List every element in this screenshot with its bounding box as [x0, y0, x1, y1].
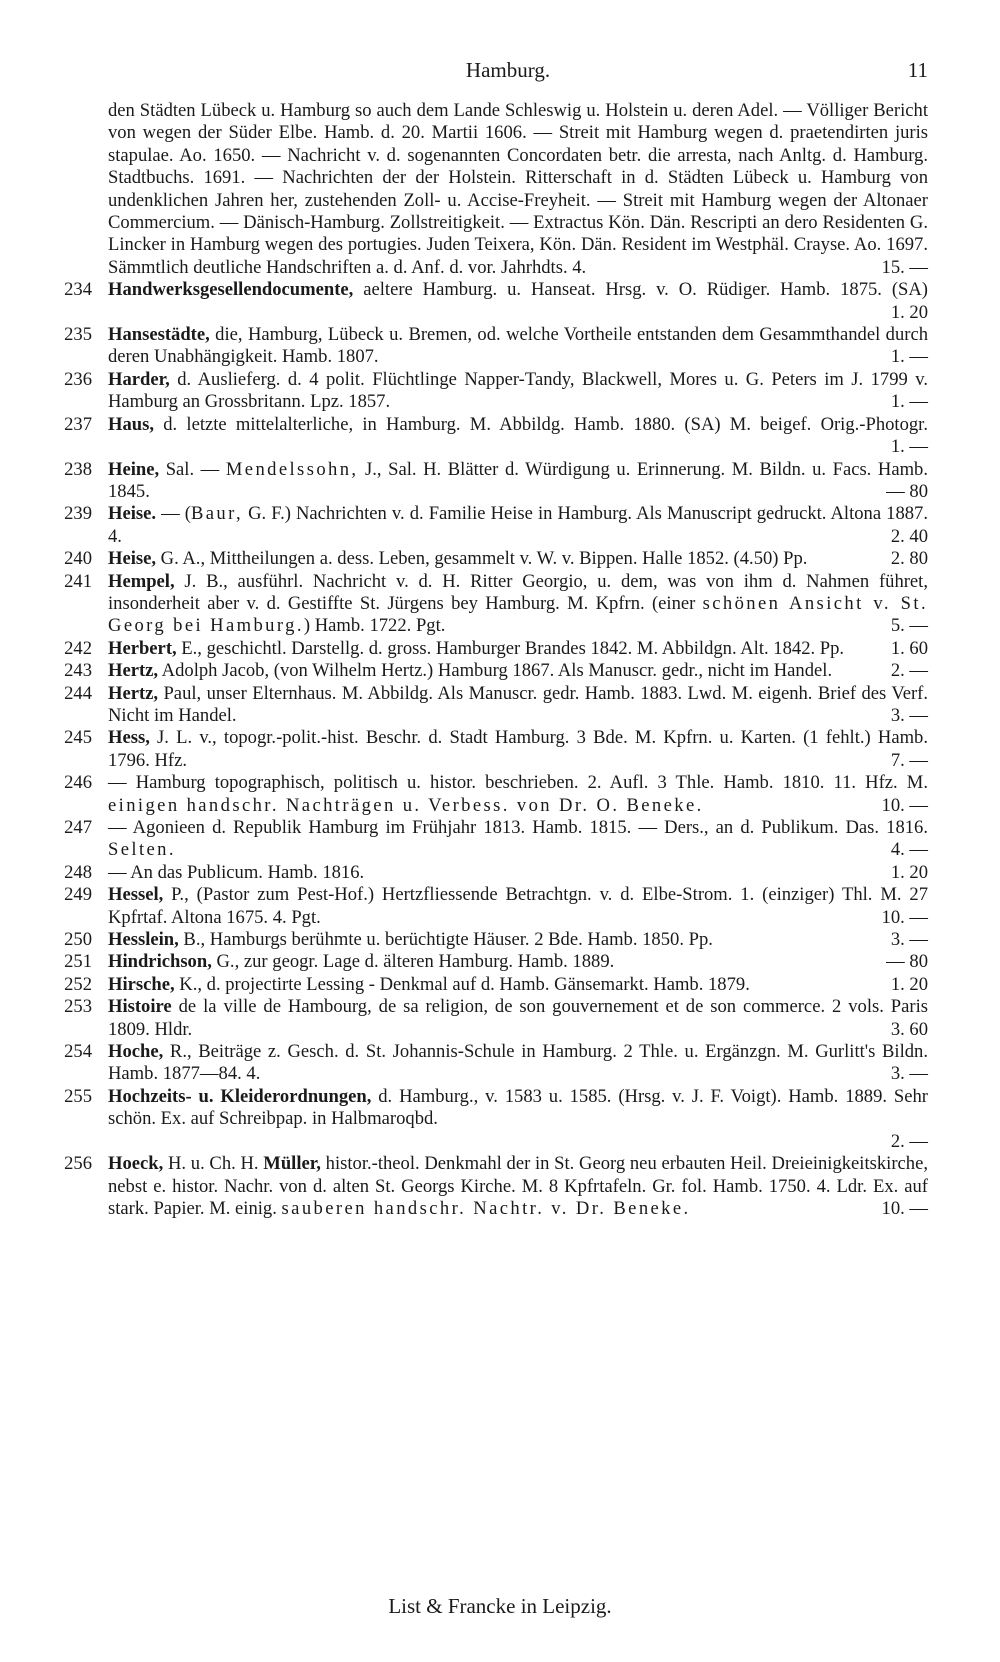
- entry-price: 1. 20: [883, 974, 928, 996]
- catalogue-entry: [40, 548, 928, 570]
- entry-text: G. A., Mittheilungen a. dess. Leben, gesammelt v. W. v. Bippen. Halle 1852. (4.50) Pp.: [156, 548, 808, 570]
- catalogue-entry: [40, 638, 928, 660]
- catalogue-entry: [40, 817, 928, 862]
- entry-price: — 80: [878, 951, 928, 973]
- entry-number: 243: [64, 660, 92, 682]
- entry-keyword: Histoire: [108, 996, 172, 1018]
- entry-text: E., geschichtl. Darstellg. d. gross. Hamburger Brandes 1842. M. Abbildgn. Alt. 1842. Pp.: [176, 637, 845, 659]
- entry-text: — An das Publicum. Hamb. 1816.: [108, 861, 365, 883]
- entry-text: — Agonieen d. Republik Hamburg im Frühjahr 1813. Hamb. 1815. — Ders., an d. Publikum. Das. 1816.: [108, 817, 928, 838]
- entry-keyword: Hess,: [108, 727, 150, 749]
- entry-keyword: Herbert,: [108, 637, 177, 659]
- entry-keyword: Handwerksgesellendocumente,: [108, 279, 354, 301]
- entry-text: die, Hamburg, Lübeck u. Bremen, od. welche Vortheile entstanden dem Gesammthandel durch deren Unabhängigkeit. Hamb. 1807.: [108, 324, 928, 368]
- intro-continuation: [40, 100, 928, 279]
- entry-text: P., (Pastor zum Pest-Hof.) Hertzfliessende Betrachtgn. v. d. Elbe-Strom. 1. (einziger) Thl. M. 27 Kpfrtaf. Altona 1675. 4. Pgt.: [108, 884, 928, 928]
- entry-text: — (: [156, 503, 191, 525]
- entry-price: 2. —: [883, 660, 928, 682]
- publisher-footer: List & Francke in Leipzig.: [388, 1594, 612, 1618]
- catalogue-entry: [40, 1041, 928, 1086]
- entry-price: 2. 40: [883, 526, 928, 548]
- entry-number: 249: [64, 884, 92, 906]
- entry-number: 251: [64, 951, 92, 973]
- entry-price: 4. —: [883, 839, 928, 861]
- entry-price: 1. 60: [883, 638, 928, 660]
- entry-text: J. B., ausführl. Nachricht v. d. H. Ritter Georgio, u. dem, was von ihm d. Nahmen führet, insonderheit aber v. d. Gestiffte St. Jürgens bey Hamburg. M. Kpfrn. (einer: [108, 570, 928, 614]
- entry-number: 240: [64, 548, 92, 570]
- entry-number: 236: [64, 368, 92, 390]
- catalogue-entry: [40, 324, 928, 369]
- catalogue-entry: [40, 369, 928, 414]
- entry-number: 247: [64, 817, 92, 838]
- intro-text: den Städten Lübeck u. Hamburg so auch dem Lande Schleswig u. Holstein u. deren Adel. — Völliger Bericht von wegen der Süder Elbe. Hamb. d. 20. Martii 1606. — Streit mit Hamburg wegen d. praetendirten juris stapulae. Ao. 1650. — Nachricht v. d. sogenannten Concordaten betr. die arresta, nach Anltg. d. Hamburg. Stadtbuchs. 1691. — Nachrichten der der Holstein. Ritterschaft in d. Städten Lübeck u. Hamburg von undenklichen Jahren her, zustehenden Zoll- u. Accise-Freyheit. — Streit mit Hamburg wegen der Altonaer Commercium. — Dänisch-Hamburg. Zollstreitigkeit. — Extractus Kön. Dän. Rescripti an dero Residenten G. Lincker in Hamburg wegen des portugies. Juden Teixera, Kön. Dän. Resident im Westphäl. Crayse. Ao. 1697. Sämmtlich deutliche Handschriften a. d. Anf. d. vor. Jahrhdts. 4.: [108, 100, 928, 278]
- entry-text: R., Beiträge z. Gesch. d. St. Johannis-Schule in Hamburg. 2 Thle. u. Ergänzgn. M. Gurlitt's Bildn. Hamb. 1877—84. 4.: [108, 1041, 928, 1085]
- entry-price: 10. —: [874, 795, 928, 817]
- catalogue-entry: [40, 951, 928, 973]
- entry-keyword: Hesslein,: [108, 929, 179, 951]
- entry-number: 242: [64, 637, 92, 659]
- catalogue-entry: [40, 996, 928, 1041]
- catalogue-entry: [40, 1153, 928, 1220]
- entry-number: 254: [64, 1041, 92, 1063]
- entry-spaced-text: Baur,: [190, 503, 244, 525]
- entry-keyword: Hempel,: [108, 570, 175, 592]
- entry-text-tail: G. F.) Nachrichten v. d. Familie Heise in Hamburg. Als Manuscript gedruckt. Altona 1887. 4.: [108, 503, 928, 547]
- catalogue-entry: [40, 279, 928, 324]
- entry-text-tail: ) Hamb. 1722. Pgt.: [303, 615, 446, 637]
- entry-keyword: Hoche,: [108, 1041, 164, 1063]
- entry-price: — 80: [878, 481, 928, 503]
- entry-price: 1. —: [883, 436, 928, 458]
- entry-number: 234: [64, 279, 92, 301]
- entry-keyword: Heise,: [108, 548, 157, 570]
- intro-price: 15. —: [874, 257, 928, 279]
- entry-spaced-text: Selten.: [108, 839, 176, 861]
- page-number: 11: [907, 58, 928, 82]
- entry-keyword: Hirsche,: [108, 973, 175, 995]
- entry-keyword: Harder,: [108, 368, 170, 390]
- page-header: [88, 58, 928, 88]
- catalogue-entry: [40, 862, 928, 884]
- entry-number: 244: [64, 682, 92, 704]
- entry-price: 10. —: [874, 1198, 928, 1220]
- catalogue-body: [40, 100, 928, 1220]
- catalogue-entry: [40, 1086, 928, 1153]
- catalogue-entry: [40, 414, 928, 459]
- entry-text: aeltere Hamburg. u. Hanseat. Hrsg. v. O. Rüdiger. Hamb. 1875. (SA): [353, 279, 928, 301]
- entry-price: 7. —: [883, 750, 928, 772]
- entry-number: 248: [64, 861, 92, 883]
- entry-keyword: Hansestädte,: [108, 324, 210, 346]
- entry-text: B., Hamburgs berühmte u. berüchtigte Häuser. 2 Bde. Hamb. 1850. Pp.: [178, 929, 713, 951]
- entry-number: 253: [64, 996, 92, 1018]
- entry-number: 246: [64, 772, 92, 794]
- catalogue-entry: [40, 884, 928, 929]
- catalogue-entry: [40, 459, 928, 504]
- entry-price: 3. 60: [883, 1019, 928, 1041]
- entry-text: K., d. projectirte Lessing - Denkmal auf d. Hamb. Gänsemarkt. Hamb. 1879.: [174, 973, 750, 995]
- entry-spaced-text: schönen Ansicht v. St. Georg bei Hamburg.: [108, 592, 928, 637]
- entry-keyword: Hindrichson,: [108, 951, 212, 973]
- entry-number: 256: [64, 1153, 92, 1175]
- entry-list: [40, 279, 928, 1220]
- entry-price: 3. —: [883, 1063, 928, 1085]
- entry-keyword: Hessel,: [108, 884, 164, 906]
- entry-text-continued: histor.-theol. Denkmahl der in St. Georg neu erbauten Heil. Dreieinigkeitskirche, nebst e. histor. Nachr. von d. alten St. Georgs Kirche. M. 8 Kpfrtafeln. Gr. fol. Hamb. 1750. 4. Ldr. Ex. auf stark. Papier. M. einig.: [108, 1153, 928, 1219]
- entry-number: 239: [64, 503, 92, 525]
- entry-price: 1. 20: [883, 862, 928, 884]
- entry-text: d. Hamburg., v. 1583 u. 1585. (Hrsg. v. J. F. Voigt). Hamb. 1889. Sehr schön. Ex. auf Schreibpap. in Halbmaroqbd.: [108, 1085, 928, 1130]
- catalogue-entry: [40, 929, 928, 951]
- running-title: Hamburg.: [465, 58, 551, 82]
- entry-text: d. Auslieferg. d. 4 polit. Flüchtlinge Napper-Tandy, Blackwell, Mores u. G. Peters im J. 1799 v. Hamburg an Grossbritann. Lpz. 1857.: [108, 368, 928, 413]
- entry-text: Adolph Jacob, (von Wilhelm Hertz.) Hamburg 1867. Als Manuscr. gedr., nicht im Handel.: [158, 660, 833, 682]
- entry-keyword: Hertz,: [108, 682, 159, 704]
- entry-number: 241: [64, 570, 92, 592]
- entry-spaced-text: Mendelssohn,: [225, 458, 359, 480]
- entry-number: 237: [64, 413, 92, 435]
- catalogue-entry: [40, 683, 928, 728]
- entry-price: 10. —: [874, 907, 928, 929]
- entry-text: Sal. —: [159, 458, 226, 480]
- catalogue-entry: [40, 503, 928, 548]
- catalogue-entry: [40, 772, 928, 817]
- entry-price: 2. —: [890, 1130, 928, 1152]
- entry-price: 2. 80: [883, 548, 928, 570]
- catalogue-entry: [40, 571, 928, 638]
- entry-price: 5. —: [883, 615, 928, 637]
- entry-number: 245: [64, 727, 92, 749]
- entry-text: — Hamburg topographisch, politisch u. histor. beschrieben. 2. Aufl. 3 Thle. Hamb. 1810. 11. Hfz. M.: [108, 772, 928, 794]
- entry-keyword: Heise.: [108, 503, 157, 525]
- entry-text-tail: J., Sal. H. Blätter d. Würdigung u. Erinnerung. M. Bildn. u. Facs. Hamb. 1845.: [108, 458, 928, 502]
- entry-text: de la ville de Hambourg, de sa religion, de son gouvernement et de son commerce. 2 vols. Paris 1809. Hldr.: [108, 996, 928, 1040]
- entry-text: J. L. v., topogr.-polit.-hist. Beschr. d. Stadt Hamburg. 3 Bde. M. Kpfrn. u. Karten. (1 fehlt.) Hamb. 1796. Hfz.: [108, 727, 928, 771]
- entry-text: Paul, unser Elternhaus. M. Abbildg. Als Manuscr. gedr. Hamb. 1883. Lwd. M. eigenh. Brief des Verf. Nicht im Handel.: [108, 682, 928, 726]
- entry-keyword: Heine,: [108, 458, 160, 480]
- entry-number: 250: [64, 929, 92, 951]
- entry-keyword-secondary: Müller,: [263, 1153, 321, 1175]
- entry-text: G., zur geogr. Lage d. älteren Hamburg. Hamb. 1889.: [211, 951, 615, 973]
- entry-price: 3. —: [883, 929, 928, 951]
- entry-keyword: Haus,: [108, 413, 154, 435]
- entry-spaced-text: einigen handschr. Nachträgen u. Verbess. von Dr. O. Beneke.: [108, 794, 704, 816]
- entry-spaced-text: sauberen handschr. Nachtr. v. Dr. Beneke.: [281, 1197, 691, 1219]
- entry-number: 252: [64, 973, 92, 995]
- entry-keyword: Hochzeits- u. Kleiderordnungen,: [108, 1085, 372, 1107]
- entry-text: H. u. Ch. H.: [163, 1153, 264, 1175]
- entry-text: d. letzte mittelalterliche, in Hamburg. M. Abbildg. Hamb. 1880. (SA) M. beigef. Orig.-Photogr.: [154, 413, 928, 435]
- entry-price: 1. 20: [883, 302, 928, 324]
- entry-number: 238: [64, 458, 92, 480]
- catalogue-entry: [40, 727, 928, 772]
- entry-price: 1. —: [883, 391, 928, 413]
- entry-price: 1. —: [883, 346, 928, 368]
- catalogue-entry: [40, 974, 928, 996]
- catalogue-entry: [40, 660, 928, 682]
- entry-price: 3. —: [883, 705, 928, 727]
- entry-keyword: Hoeck,: [108, 1153, 164, 1175]
- entry-keyword: Hertz,: [108, 660, 159, 682]
- entry-number: 255: [64, 1085, 92, 1107]
- entry-number: 235: [64, 324, 92, 346]
